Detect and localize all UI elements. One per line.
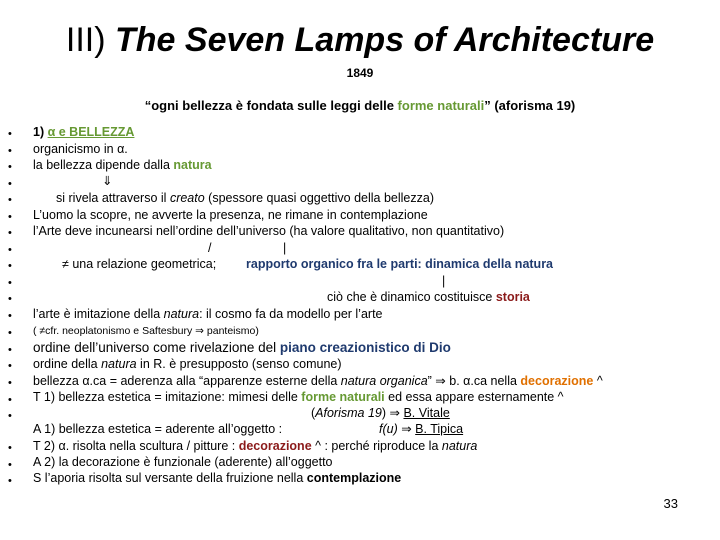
line-2: organicismo in α. [33,142,128,156]
line-3: la bellezza dipende dalla natura [33,158,212,172]
bullet: • [8,161,12,173]
page-number: 33 [663,496,678,511]
bullet: • [8,327,12,339]
bullet: • [8,145,12,157]
bullet: • [8,194,12,206]
line-15: ordine della natura in R. è presupposto (senso comune) [33,357,342,371]
line-20: T 2) α. risolta nella scultura / pitture : decorazione ^ : perché riproduce la natura [33,439,478,453]
bullet: • [8,410,12,422]
line-8-bar: | [283,241,287,255]
bullet: • [8,360,12,372]
bullet: • [8,377,12,389]
line-10-bar: | [442,274,446,288]
line-19b: f(u) ⇒ B. Tipica [379,422,464,436]
line-19a: A 1) bellezza estetica = aderente all’oggetto : [33,422,283,436]
line-22: S l’aporia risolta sul versante della fruizione nella contemplazione [33,471,402,485]
line-16: bellezza α.ca = aderenza alla “apparenze esterne della natura organica” ⇒ b. α.ca nella decorazione ^ [33,374,603,388]
slide-title [0,20,720,60]
line-4-arrow: ⇓ [102,174,113,188]
bullet: • [8,211,12,223]
line-7: l’Arte deve incunearsi nell’ordine dell’universo (ha valore qualitativo, non quantitativo) [33,224,505,238]
title-main: The Seven Lamps of Architecture [115,21,655,59]
bullet: • [8,344,12,356]
bullet: • [8,459,12,471]
bullet: • [8,178,12,190]
bullet: • [8,260,12,272]
line-9-left: ≠ una relazione geometrica; [62,257,217,271]
line-14: ordine dell’universo come rivelazione del piano creazionistico di Dio [33,340,451,355]
bullet: • [8,475,12,487]
line-5: si rivela attraverso il creato (spessore quasi oggettivo della bellezza) [56,191,434,205]
line-13: ( ≠cfr. neoplatonismo e Saftesbury ⇒ panteismo) [33,325,259,337]
line-8-slash: / [208,241,212,255]
line-6: L’uomo la scopre, ne avverte la presenza, ne rimane in contemplazione [33,208,428,222]
bullet: • [8,442,12,454]
bullet: • [8,227,12,239]
bullet: • [8,310,12,322]
bullet: • [8,293,12,305]
quote: “ogni bellezza è fondata sulle leggi delle forme naturali” (aforisma 19) [144,98,576,113]
line-18: (Aforisma 19) ⇒ B. Vitale [311,406,450,420]
line-1: 1) α e BELLEZZA [33,125,135,139]
year: 1849 [346,66,374,80]
bullet: • [8,277,12,289]
line-21: A 2) la decorazione è funzionale (aderente) all’oggetto [33,455,333,469]
line-17: T 1) bellezza estetica = imitazione: mimesi delle forme naturali ed essa appare esternamente ^ [33,390,564,404]
title-prefix: III) [65,21,106,59]
bullet: • [8,244,12,256]
bullet: • [8,394,12,406]
line-11: ciò che è dinamico costituisce storia [327,290,530,304]
line-12: l’arte è imitazione della natura: il cosmo fa da modello per l’arte [33,307,383,321]
bullet: • [8,128,12,140]
line-9-right: rapporto organico fra le parti: dinamica della natura [246,257,554,271]
